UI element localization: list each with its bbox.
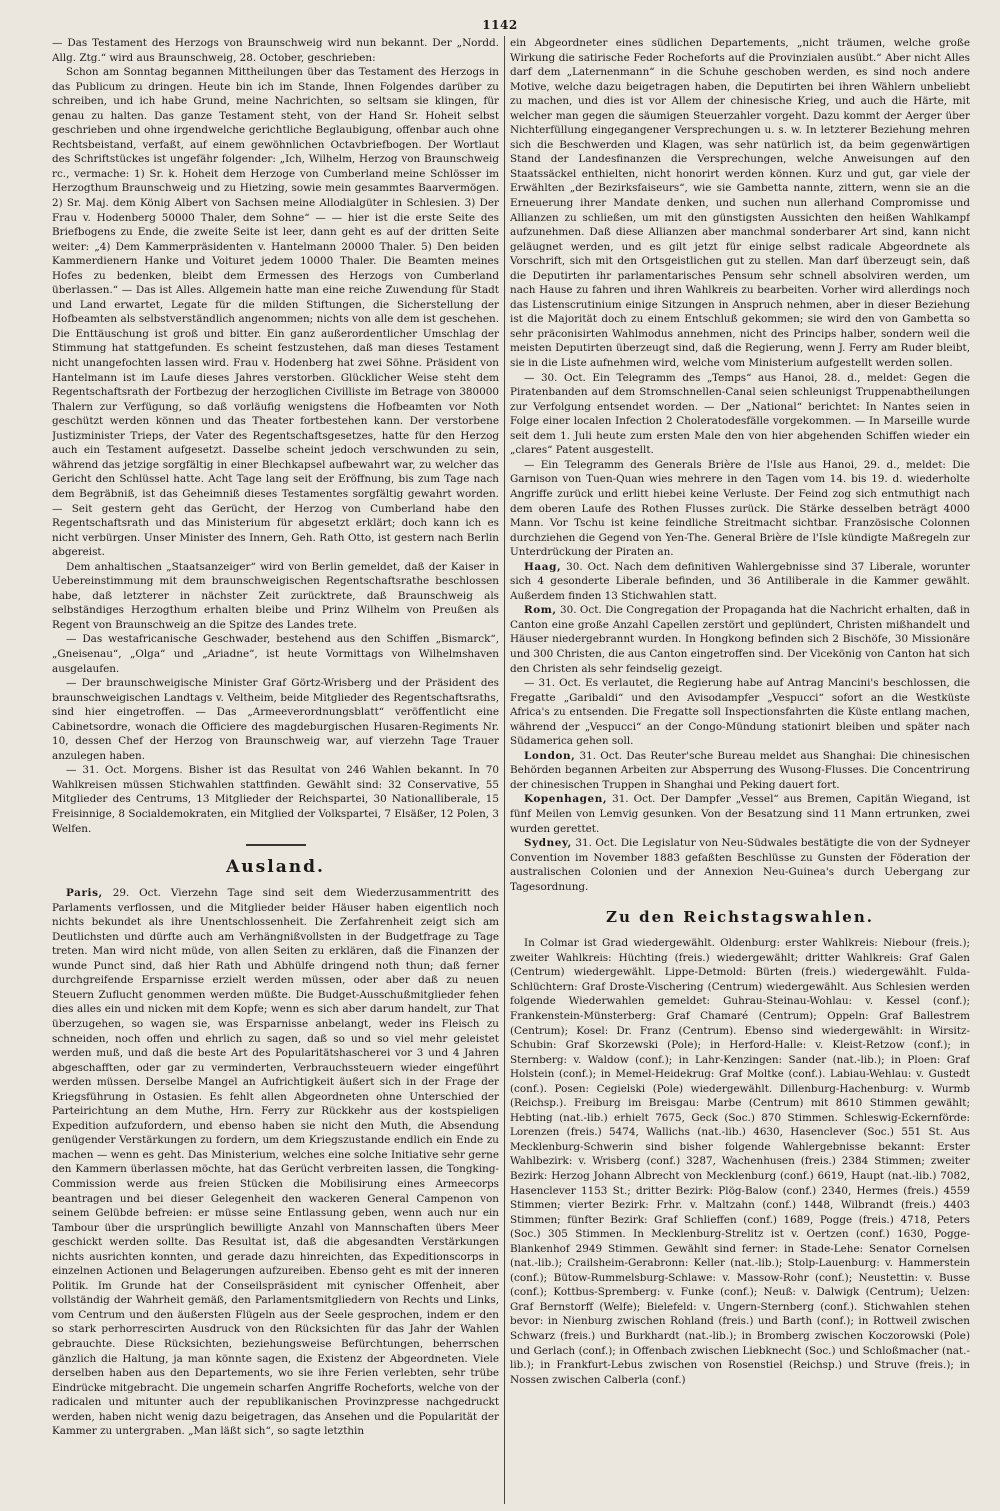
article-staatsanzeiger: Dem anhaltischen „Staatsanzeiger“ wird von Berlin gemeldet, daß der Kaiser in Uebereinstimmung mit dem braunschweigischen Regentschaftsrathe beschlossen habe, daß letzterer in nächster Zeit zurücktrete, daß Braunschweig als selbständiges Herzogthum erhalten bleibe und Prinz Wilhelm von Preußen als Regent von Braunschweig an die Spitze des Landes trete. <box>52 560 499 631</box>
left-column <box>52 36 499 1504</box>
dateline-rom: Rom, <box>524 604 557 617</box>
article-paris <box>52 886 499 1439</box>
article-testament-body: Schon am Sonntag begannen Mittheilungen über das Testament des Herzogs in das Publicum zu dringen. Heute bin ich im Stande, Ihnen Folgendes darüber zu schreiben, und ich habe Grund, meine Nachrichten, so seltsam sie klingen, für genau zu halten. Das ganze Testament steht, von der Hand Sr. Hoheit selbst geschrieben und ohne irgendwelche gerichtliche Beglaubigung, offenbar auch ohne Rechtsbeistand, verfaßt, auf einem gewöhnlichen Octavbriefbogen. Der Wortlaut des Schriftstückes ist ungefähr folgender: „Ich, Wilhelm, Herzog von Braunschweig rc., vermache: 1) Sr. k. Hoheit dem Herzoge von Cumberland meine Schlösser im Herzogthum Braunschweig und zu Hietzing, sowie mein gesammtes Baarvermögen. 2) Sr. Maj. dem König Albert von Sachsen meine Allodialgüter in Schlesien. 3) Der Frau v. Hodenberg 50000 Thaler, dem Sohne“ — — hier ist die erste Seite des Briefbogens zu Ende, die zweite Seite ist leer, dann geht es auf der dritten Seite weiter: „4) Dem Kammerpräsidenten v. Hantelmann 20000 Thaler. 5) Den beiden Kammerdienern Hanke und Voituret jedem 10000 Thaler. Die Beamten meines Hofes zu bedenken, bleibt dem Ermessen des Herzogs von Cumberland überlassen.“ — Das ist Alles. Allgemein hatte man eine reiche Zuwendung für Stadt und Land erwartet, Legate für die milden Stiftungen, die Sicherstellung der Hofbeamten als selbstverständlich angenommen; nichts von alle dem ist geschehen. Die Enttäuschung ist groß und bitter. Ein ganz außerordentlicher Umschlag der Stimmung hat stattgefunden. Es scheint festzustehen, daß man dieses Testament nicht unangefochten lassen wird. Frau v. Hodenberg hat zwei Söhne. Präsident von Hantelmann ist im Laufe dieses Jahres verstorben. Glücklicher Weise steht dem Regentschaftsrath der Fortbezug der herzoglichen Civilliste im Betrage von 380000 Thalern zur Verfügung, so daß vorläufig wenigstens die Hofbeamten vor Noth geschützt werden können und das Theater fortbestehen kann. Der verstorbene Justizminister Trieps, der Vater des Regentschaftsgesetzes, hatte für den Herzog auch ein Testament aufgesetzt. Dasselbe scheint jedoch verschwunden zu sein, während das jetzige sorgfältig in einer Blechkapsel aufbewahrt war, zu welcher das Gericht den Schlüssel hatte. Acht Tage lang seit der Eröffnung, bis zum Tage nach dem Begräbniß, ist das Geheimniß dieses Testamentes sorgfältig gewahrt worden. — Seit gestern geht das Gerücht, der Herzog von Cumberland habe den Regentschaftsrath und das Ministerium für abgesetzt erklärt; doch kann ich es nicht verbürgen. Unser Minister des Innern, Geh. Rath Otto, ist gestern nach Berlin abgereist. <box>52 66 499 559</box>
dateline-paris: Paris, <box>66 887 103 900</box>
column-rule <box>504 36 505 1504</box>
article-temps-telegramm: — 30. Oct. Ein Telegramm des „Temps“ aus Hanoi, 28. d., meldet: Gegen die Piratenbanden auf dem Stromschnellen-Canal seien schleunigst Truppenabtheilungen zur Verfolgung entsendet worden. — Der „National“ berichtet: In Nantes seien in Folge einer localen Infection 2 Choleratodesfälle vorgekommen. — In Marseille wurde seit dem 1. Juli heute zum ersten Male den von hier abgehenden Schiffen wieder ein „clares“ Patent ausgestellt. <box>510 371 970 457</box>
dateline-sydney: Sydney, <box>524 837 572 850</box>
article-london <box>510 749 970 793</box>
article-paris-continued: ein Abgeordneter eines südlichen Departements, „nicht träumen, welche große Wirkung die satirische Feder Rocheforts auf die Provinzialen ausübt.“ Aber nicht Alles darf dem „Laternenmann“ in die Schuhe geschoben werden, es sind noch andere Motive, welche dazu beigetragen haben, die Deputirten bei ihren Wählern unbeliebt zu machen, und dies ist vor Allem der chinesische Krieg, und auch die Härte, mit welcher man gegen die säumigen Steuerzahler vorgeht. Dazu kommt der Aerger über Nichterfüllung eingegangener Versprechungen u. s. w. In letzterer Beziehung mehren sich die Beschwerden und Klagen, was sehr natürlich ist, da beim gegenwärtigen Stand der Landesfinanzen die Versprechungen, welche Anweisungen auf den Staatssäckel enthielten, nicht honorirt werden können. Kurz und gut, gar viele der Erwählten „der Bezirksfaiseurs“, wie sie Gambetta nannte, zittern, wenn sie an die Erneuerung ihrer Mandate denken, und suchen nun allerhand Compromisse und Allianzen zu schließen, um mit den günstigsten Aussichten den heißen Wahlkampf aufzunehmen. Daß diese Allianzen aber manchmal sonderbarer Art sind, kann nicht geläugnet werden, und es gilt jetzt für einige selbst radicale Abgeordnete als Vorschrift, sich mit den Ortsgeistlichen gut zu stellen. Man darf überzeugt sein, daß die Deputirten ihr parlamentarisches Pensum sehr schnell absolviren werden, um nach Hause zu fahren und ihren Wahlkreis zu bearbeiten. Vorher wird allerdings noch das Listenscrutinium einige Sitzungen in Anspruch nehmen, aber in dieser Beziehung ist die Majorität doch zu einem Entschluß gekommen; sie wird den von Gambetta so sehr präconisirten Wahlmodus annehmen, nicht des Princips halber, sondern weil die meisten Deputirten überzeugt sind, daß die Regierung, wenn J. Ferry am Ruder bleibt, sie in die Liste aufnehmen wird, welche vom Ministerium aufgestellt werden sollen. <box>510 37 970 370</box>
dateline-kopenhagen: Kopenhagen, <box>524 793 608 806</box>
article-kopenhagen <box>510 792 970 836</box>
article-geschwader: — Das westafricanische Geschwader, bestehend aus den Schiffen „Bismarck“, „Gneisenau“, „Olga“ und „Ariadne“, ist heute Vormittags von Wilhelmshaven ausgelaufen. <box>52 633 499 675</box>
article-rom <box>510 603 970 676</box>
article-reichstagswahlen: In Colmar ist Grad wiedergewählt. Oldenburg: erster Wahlkreis: Niebour (freis.); zweiter Wahlkreis: Hüchting (freis.) wiedergewählt; dritter Wahlkreis: Graf Galen (Centrum) wiedergewählt. Lippe-Detmold: Bürten (freis.) wiedergewählt. Fulda-Schlüchtern: Graf Droste-Vischering (Centrum) wiedergewählt. Aus Schlesien werden folgende Wiederwahlen gemeldet: Guhrau-Steinau-Wohlau: v. Kessel (conf.); Frankenstein-Münsterberg: Graf Chamaré (Centrum); Oppeln: Graf Ballestrem (Centrum); Kosel: Dr. Franz (Centrum). Ebenso sind wiedergewählt: in Wirsitz-Schubin: Graf Skorzewski (Pole); in Herford-Halle: v. Kleist-Retzow (conf.); in Sternberg: v. Waldow (conf.); in Lahr-Kenzingen: Sander (nat.-lib.); in Ploen: Graf Holstein (conf.); in Memel-Heidekrug: Graf Moltke (conf.). Labiau-Wehlau: v. Gustedt (conf.). Posen: Cegielski (Pole) wiedergewählt. Dillenburg-Hachenburg: v. Wurmb (Reichsp.). Freiburg im Breisgau: Marbe (Centrum) mit 8610 Stimmen gewählt; Hebting (nat.-lib.) erhielt 7675, Geck (Soc.) 870 Stimmen. Schleswig-Eckernförde: Lorenzen (freis.) 5474, Wallichs (nat.-lib.) 4630, Hasenclever (Soc.) 551 St. Aus Mecklenburg-Schwerin sind bisher folgende Wahlergebnisse bekannt: Erster Wahlbezirk: v. Wrisberg (conf.) 3287, Wachenhusen (freis.) 2384 Stimmen; zweiter Bezirk: Herzog Johann Albrecht von Mecklenburg (conf.) 6619, Haupt (nat.-lib.) 7082, Hasenclever 1153 St.; dritter Bezirk: Plög-Balow (conf.) 2340, Hermes (freis.) 4559 Stimmen; vierter Bezirk: Frhr. v. Maltzahn (conf.) 1448, Wilbrandt (freis.) 4403 Stimmen; fünfter Bezirk: Graf Schlieffen (conf.) 1689, Pogge (freis.) 4718, Peters (Soc.) 305 Stimmen. In Mecklenburg-Strelitz ist v. Oertzen (conf.) 1630, Pogge-Blankenhof 2949 Stimmen. Gewählt sind ferner: in Stade-Lehe: Senator Cornelsen (nat.-lib.); Crailsheim-Gerabronn: Keller (nat.-lib.); Stolp-Lauenburg: v. Hammerstein (conf.); Bütow-Rummelsburg-Schlawe: v. Massow-Rohr (conf.); Neustettin: v. Busse (conf.); Kottbus-Spremberg: v. Funke (conf.); Neuß: v. Dalwigk (Centrum); Uelzen: Graf Bernstorff (Welfe); Bielefeld: v. Ungern-Sternberg (conf.). Stichwahlen stehen bevor: in Nienburg zwischen Rohland (freis.) und Barth (conf.); in Rottweil zwischen Schwarz (freis.) und Burkhardt (nat.-lib.); in Bromberg zwischen Koczorowski (Pole) und Gerlach (conf.); in Offenbach zwischen Liebknecht (Soc.) und Schloßmacher (nat.-lib.); in Frankfurt-Lebus zwischen von Rosenstiel (Reichsp.) und Struve (freis.); in Nossen zwischen Calberla (conf.) <box>510 937 970 1386</box>
section-divider <box>246 844 306 846</box>
article-minister-goertz: — Der braunschweigische Minister Graf Görtz-Wrisberg und der Präsident des braunschweigischen Landtags v. Veltheim, beide Mitglieder des Regentschaftsraths, sind hier eingetroffen. — Das „Armeeverordnungsblatt“ veröffentlicht eine Cabinetsordre, wonach die Officiere des magdeburgischen Husaren-Regiments Nr. 10, dessen Chef der Herzog von Braunschweig war, auf vierzehn Tage Trauer anzulegen haben. <box>52 677 499 762</box>
article-rom-text: 30. Oct. Die Congregation der Propaganda hat die Nachricht erhalten, daß in Canton eine große Anzahl Capellen zerstört und geplündert, Christen mißhandelt und Häuser niedergebrannt wurden. In Hongkong befinden sich 2 Bischöfe, 30 Missionäre und 300 Christen, die aus Canton eingetroffen sind. Der Vicekönig von Canton hat sich den Christen als sehr feindselig gezeigt. <box>510 604 970 675</box>
article-paris-text: 29. Oct. Vierzehn Tage sind seit dem Wiederzusammentritt des Parlaments verflossen, und die Mitglieder beider Häuser haben eigentlich noch nichts bekundet als ihre Unentschlossenheit. Die Zerfahrenheit zeigt sich am Deutlichsten und dürfte auch am Verhängnißvollsten in der Budgetfrage zu Tage treten. Man wird nicht müde, von allen Seiten zu erklären, daß die Finanzen der wunde Punct sind, daß hier Rath und Abhülfe dringend noth thun; daß ferner durchgreifende Ersparnisse erzielt werden müssen, oder aber daß zu neuen Steuern Zuflucht genommen werden müßte. Die Budget-Ausschußmitglieder fehen dies alles ein und nicken mit dem Kopfe; wenn es sich aber darum handelt, zur That überzugehen, so wagen sie, was Ersparnisse anbelangt, weder ins Fleisch zu schneiden, noch offen und ehrlich zu sagen, daß so und so viel mehr geleistet werden muß, und daß die beste Art des Popularitätshascherei vor 3 und 4 Jahren abgeschafften, oder gar zu verminderten, Verbrauchssteuern wieder eingeführt werden müssen. Derselbe Mangel an Aufrichtigkeit äußert sich in der Frage der Kriegsführung in Ostasien. Es fehlt allen Abgeordneten ohne Unterschied der Parteirichtung an dem Muthe, Hrn. Ferry zur Rückkehr aus der kostspieligen Expedition aufzufordern, und ebenso haben sie nicht den Muth, die Absendung genügender Verstärkungen zu fordern, um dem Kriegszustande endlich ein Ende zu machen — wenn es geht. Das Ministerium, welches eine solche Initiative sehr gerne den Kammern überlassen möchte, hat das Gerücht verbreiten lassen, die Tongking-Commission werde aus freien Stücken die Mobilisirung eines Armeecorps beantragen und bei dieser Gelegenheit den wackeren General Campenon von seinem Gelübde befreien: er müsse seine Entlassung geben, wenn auch nur ein Tambour über die ursprünglich bewilligte Anzahl von Mannschaften übers Meer geschickt werden sollte. Das Resultat ist, daß die abgesandten Verstärkungen nichts ausrichten konnten, und gerade dazu hinreichten, das Expeditionscorps in einzelnen Actionen und Belagerungen aufzureiben. Ebenso geht es mit der inneren Politik. Im Grunde hat der Conseilspräsident mit cynischer Offenheit, aber vollständig der Wahrheit gemäß, den Parlamentsmitgliedern von Rechts und Links, vom Centrum und den äußersten Flügeln aus der Seele gesprochen, indem er den so stark perhorrescirten Ausdruck von den Rücksichten für das Jahr der Wahlen gebrauchte. Diese Rücksichten, beziehungsweise Befürchtungen, beherrschen gänzlich die Haltung, ja man könnte sagen, die Existenz der Abgeordneten. Viele derselben haben aus den Departements, wo sie ihre Ferien verlebten, sehr trübe Eindrücke mitgebracht. Die ungemein scharfen Angriffe Rocheforts, welche von der radicalen und mitunter auch der republikanischen Provinzpresse nachgedruckt werden, haben nicht wenig dazu beigetragen, das Ansehen und die Popularität der Kammer zu untergraben. „Man läßt sich“, so sagte letzthin <box>52 887 499 1438</box>
article-haag-text: 30. Oct. Nach dem definitiven Wahlergebnisse sind 37 Liberale, worunter sich 4 gesonderte Liberale befinden, und 36 Antiliberale in die Kammer gewählt. Außerdem finden 13 Stichwahlen statt. <box>510 560 970 602</box>
article-wahlresultat: — 31. Oct. Morgens. Bisher ist das Resultat von 246 Wahlen bekannt. In 70 Wahlkreisen müssen Stichwahlen stattfinden. Gewählt sind: 32 Conservative, 55 Mitglieder des Centrums, 13 Mitglieder der Reichspartei, 30 Nationalliberale, 15 Freisinnige, 8 Socialdemokraten, ein Mitglied der Volkspartei, 7 Elsäßer, 12 Polen, 3 Welfen. <box>52 764 499 835</box>
page-number: 1142 <box>482 18 518 32</box>
article-london-text: 31. Oct. Das Reuter'sche Bureau meldet aus Shanghai: Die chinesischen Behörden begannen Arbeiten zur Absperrung des Wusong-Flusses. Die Concentrirung der chinesischen Truppen in Shanghai und Peking dauert fort. <box>510 749 970 791</box>
article-sydney-text: 31. Oct. Die Legislatur von Neu-Südwales bestätigte die von der Sydneyer Convention im November 1883 gefaßten Beschlüsse zu Gunsten der Föderation der australischen Colonien und der Annexion Neu-Guinea's durch Uebergang zur Tagesordnung. <box>510 837 970 893</box>
section-heading-ausland: Ausland. <box>226 857 325 878</box>
dateline-haag: Haag, <box>524 560 562 573</box>
right-column <box>510 36 970 1504</box>
dateline-london: London, <box>524 749 576 762</box>
article-haag <box>510 560 970 604</box>
article-kopenhagen-text: 31. Oct. Der Dampfer „Vessel“ aus Bremen, Capitän Wiegand, ist fünf Meilen von Lemvig gesunken. Von der Besatzung sind 11 Mann ertrunken, zwei wurden gerettet. <box>510 793 970 835</box>
article-rom-regierung: — 31. Oct. Es verlautet, die Regierung habe auf Antrag Mancini's beschlossen, die Fregatte „Garibaldi“ und den Avisodampfer „Vespucci“ sofort an die Westküste Africa's zu entsenden. Die Fregatte soll Inspectionsfahrten die Küste entlang machen, während der „Vespucci“ an der Congo-Mündung stationirt bleiben und später nach Südamerica gehen soll. <box>510 677 970 748</box>
article-briere-telegramm: — Ein Telegramm des Generals Brière de l'Isle aus Hanoi, 29. d., meldet: Die Garnison von Tuen-Quan wies mehrere in den Tagen vom 14. bis 19. d. wiederholte Angriffe zurück und erlitt hiebei keine Verluste. Der Feind zog sich entmuthigt nach dem oberen Laufe des Rothen Flusses zurück. Die Stärke desselben beträgt 4000 Mann. Vor Tschu ist keine feindliche Streitmacht sichtbar. Französische Colonnen durchziehen die Gegend von Yen-The. General Brière de l'Isle kündigte Maßregeln zur Unterdrückung der Piraten an. <box>510 458 970 559</box>
section-heading-reichstagswahlen: Zu den Reichstagswahlen. <box>606 908 874 927</box>
article-sydney <box>510 836 970 894</box>
article-testament-intro: — Das Testament des Herzogs von Braunschweig wird nun bekannt. Der „Nordd. Allg. Ztg.“ wird aus Braunschweig, 28. October, geschrieben: <box>52 37 499 64</box>
